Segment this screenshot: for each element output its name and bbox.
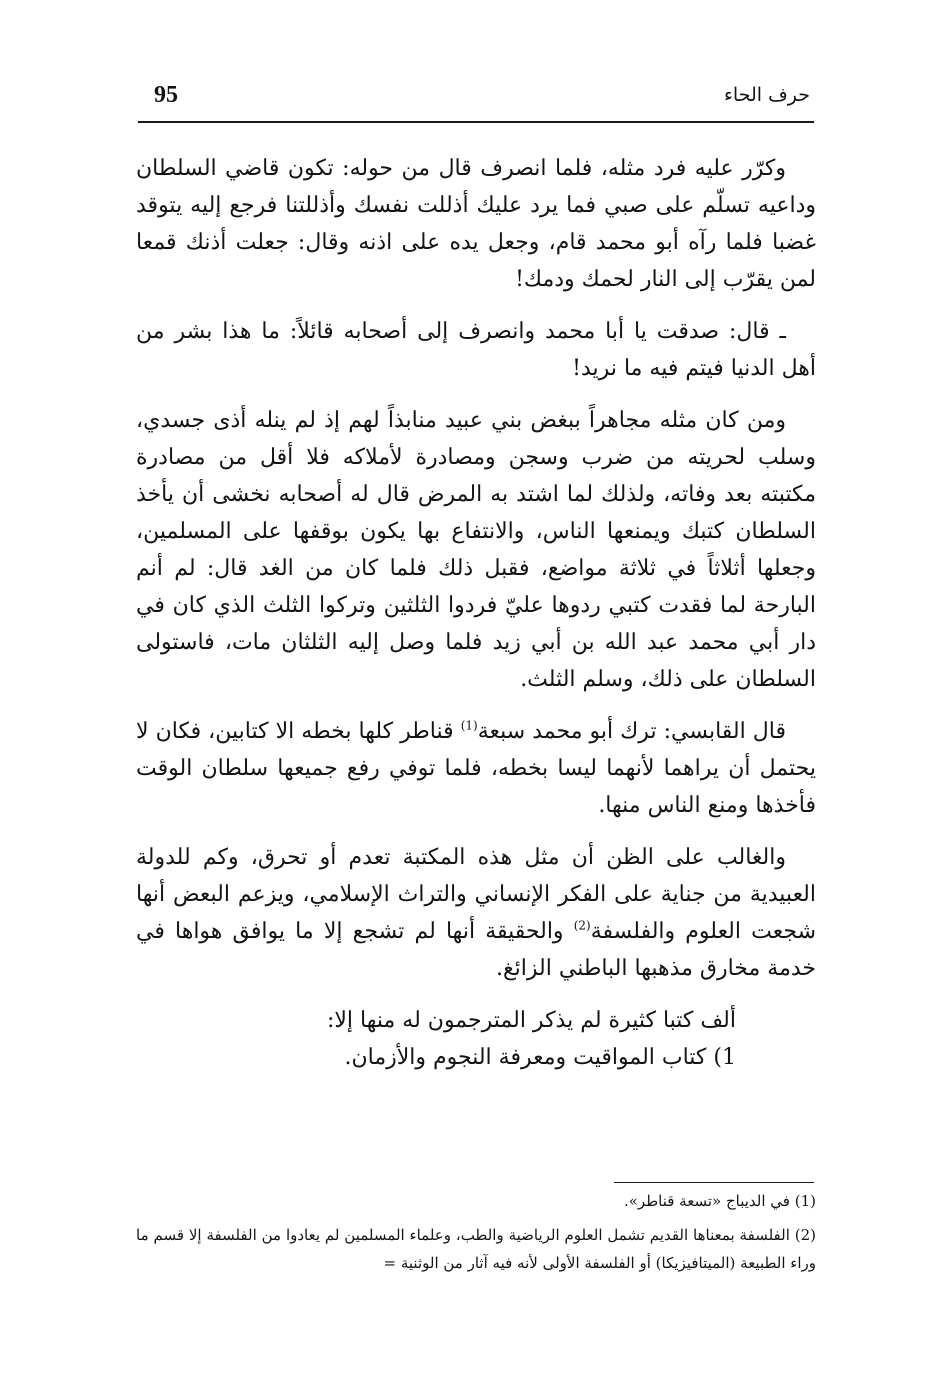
paragraph-1: وكرّر عليه فرد مثله، فلما انصرف قال من حوله: تكون قاضي السلطان وداعيه تسلّم على صبي فما يرد عليك أذللت نفسك وأذللتنا فرجع إليه يتوقد غضبا فلما رآه أبو محمد قام، وجعل يده على اذنه وقال: جعلت أذنك قمعا لمن يقرّب إلى النار لحمك ودمك!: [136, 156, 816, 292]
page-header: [138, 78, 814, 122]
running-title: حرف الحاء: [723, 84, 810, 106]
footnote-ref-2: (2): [573, 918, 591, 933]
paragraph-4: [136, 713, 816, 824]
footnote-1: (1) في الديباج «تسعة قناطر».: [623, 1192, 816, 1210]
works-list-intro: ألف كتبا كثيرة لم يذكر المترجمون له منها إلا:: [326, 1008, 736, 1033]
header-rule: [138, 121, 814, 123]
works-list-item: 1) كتاب المواقيت ومعرفة النجوم والأزمان.: [344, 1045, 736, 1070]
paragraph-5-text-a: والغالب على الظن أن مثل هذه المكتبة تعدم أو تحرق، وكم للدولة العبيدية من جناية على الفكر الإنساني والتراث الإسلامي، ويزعم البعض أنها شجعت العلوم والفلسفة: [136, 845, 817, 944]
main-text: [136, 150, 816, 1076]
paragraph-5: [136, 839, 816, 987]
page-number: 95: [154, 82, 178, 108]
paragraph-5-text-b: والحقيقة أنها لم تشجع إلا ما يوافق هواها في خدمة مخارق مذهبها الباطني الزائغ.: [136, 919, 816, 981]
footnotes: [136, 1187, 816, 1283]
paragraph-4-text-b: قناطر كلها بخطه الا كتابين، فكان لا يحتمل أن يراهما لأنهما ليسا بخطه، فلما توفي رفع جميعها سلطان الوقت فأخذها ومنع الناس منها.: [136, 719, 816, 818]
footnote-ref-1: (1): [460, 718, 478, 733]
footnote-rule: [614, 1182, 814, 1183]
paragraph-4-text-a: قال القابسي: ترك أبو محمد سبعة: [477, 719, 786, 744]
paragraph-3: ومن كان مثله مجاهراً ببغض بني عبيد منابذاً لهم إذ لم ينله أذى جسدي، وسلب لحريته من ضرب وسجن ومصادرة لأملاكه فلا أقل من مصادرة مكتبته بعد وفاته، ولذلك لما اشتد به المرض قال له أصحابه نخشى أن يأخذ السلطان كتبك ويمنعها الناس، والانتفاع بها يكون بوقفها على المسلمين، وجعلها أثلاثاً في ثلاثة مواضع، فقبل ذلك فلما كان من الغد قال: لم أنم البارحة لما فقدت كتبي ردوها عليّ فردوا الثلثين وتركوا الثلث الذي كان في دار أبي محمد عبد الله بن أبي زيد فلما وصل إليه الثلثان مات، فاستولى السلطان على ذلك، وسلم الثلث.: [136, 408, 816, 692]
paragraph-2: ـ قال: صدقت يا أبا محمد وانصرف إلى أصحابه قائلاً: ما هذا بشر من أهل الدنيا فيتم فيه ما نريد!: [136, 319, 816, 381]
footnote-2: (2) الفلسفة بمعناها القديم تشمل العلوم الرياضية والطب، وعلماء المسلمين لم يعادوا من الفلسفة إلا قسم ما وراء الطبيعة (الميتافيزيكا) أو الفلسفة الأولى لأنه فيه آثار من الوثنية =: [136, 1226, 816, 1272]
